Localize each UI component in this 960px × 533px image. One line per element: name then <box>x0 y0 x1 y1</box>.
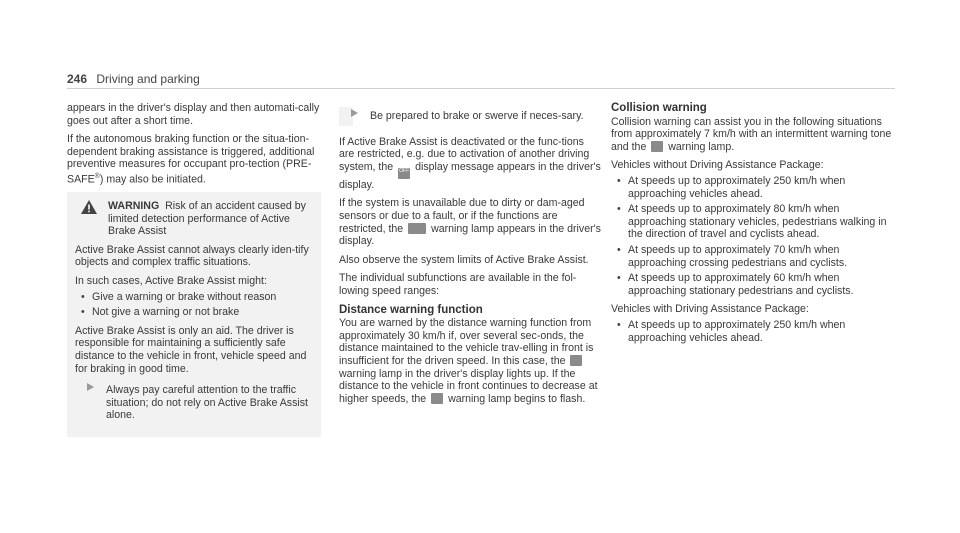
paragraph: Active Brake Assist is only an aid. The driver is responsible for maintaining a sufficiently safe distance to the vehicle in front, vehicle speed and for braking in good time. <box>75 324 307 375</box>
header-rule <box>67 88 895 89</box>
text-run: warning lamp. <box>668 140 735 153</box>
hint-box <box>339 107 601 126</box>
arrow-icon <box>351 109 358 117</box>
text-run: warning lamp in the driver's display lights up. If the distance to the vehicle in front continues to decrease at higher speeds, the <box>339 367 598 405</box>
column-2 <box>339 107 601 411</box>
page-number: 246 <box>67 72 88 86</box>
text-run: display message appears in the driver's display. <box>339 160 601 191</box>
list-item: • At speeds up to approximately 80 km/h when approaching stationary vehicles, pedestrians walking in the direction of travel and cyclists ahead. <box>611 203 895 241</box>
hint-text: Be prepared to brake or swerve if neces-sary. <box>370 110 584 122</box>
section-heading: Collision warning <box>611 102 707 114</box>
list-item: • Give a warning or brake without reason <box>75 291 313 304</box>
list-item: • At speeds up to approximately 250 km/h when approaching vehicles ahead. <box>611 319 895 344</box>
warning-title <box>75 200 313 238</box>
paragraph <box>339 136 601 192</box>
text-run: If Active Brake Assist is deactivated or the func-tions are restricted, e.g. due to activation of another driving system, the <box>339 135 590 173</box>
section-title: Driving and parking <box>96 72 200 86</box>
paragraph: In such cases, Active Brake Assist might: <box>75 275 267 288</box>
warning-heading: Risk of an accident caused by limited detection performance of Active Brake Assist <box>108 200 306 238</box>
paragraph: appears in the driver's display and then automati-cally goes out after a short time. <box>67 102 320 127</box>
paragraph: The individual subfunctions are available in the fol-lowing speed ranges: <box>339 272 577 297</box>
paragraph <box>339 197 601 247</box>
registered-mark: ® <box>94 172 100 180</box>
text-run: If the system is unavailable due to dirty or dam-aged sensors or due to a fault, or if the functions are restricted, the <box>339 197 585 235</box>
brake-assist-fault-icon <box>408 223 426 234</box>
list-item: • At speeds up to approximately 60 km/h when approaching stationary pedestrians and cyclists. <box>611 272 895 297</box>
column-1 <box>67 102 321 437</box>
subsection-title: Distance warning function <box>339 303 483 316</box>
bullet-list <box>611 319 895 344</box>
paragraph <box>611 116 895 154</box>
list-item: • At speeds up to approximately 70 km/h when approaching crossing pedestrians and cyclists. <box>611 244 895 269</box>
paragraph: Vehicles without Driving Assistance Package: <box>611 159 824 172</box>
distance-warning-icon <box>651 141 663 152</box>
list-item: • At speeds up to approximately 250 km/h when approaching vehicles ahead. <box>611 175 895 200</box>
bullet-list <box>611 175 895 297</box>
arrow-icon <box>87 383 94 391</box>
text-run: If the autonomous braking function or the situa-tion-dependent braking assistance is triggered, additional preventive measures for occupant pro-tection (PRE-SAFE <box>67 133 315 186</box>
text-run: warning lamp appears in the driver's display. <box>339 222 601 248</box>
page-header <box>67 72 200 86</box>
warning-triangle-icon <box>81 200 97 214</box>
text-run: warning lamp begins to flash. <box>448 392 586 405</box>
text-run: ) may also be initiated. <box>99 173 206 186</box>
paragraph: Active Brake Assist cannot always clearly iden-tify objects and complex traffic situations. <box>75 243 309 269</box>
warning-box <box>67 192 321 437</box>
column-3 <box>611 102 895 350</box>
paragraph: Vehicles with Driving Assistance Package: <box>611 303 809 316</box>
hint-box <box>75 381 313 425</box>
list-item: • Not give a warning or not brake <box>75 306 313 319</box>
warning-label: WARNING <box>108 200 160 213</box>
paragraph <box>339 317 601 405</box>
hint-text: Always pay careful attention to the traffic situation; do not rely on Active Brake Assist alone. <box>106 384 308 422</box>
distance-warning-icon <box>431 393 443 404</box>
paragraph: Also observe the system limits of Active Brake Assist. <box>339 253 589 266</box>
distance-warning-icon <box>570 355 582 366</box>
text-run: Collision warning can assist you in the following situations from approximately 7 km/h with an intermittent warning tone and the <box>611 115 892 153</box>
paragraph <box>67 133 321 186</box>
brake-assist-off-icon: OFF <box>398 168 410 179</box>
text-run: You are warned by the distance warning function from approximately 30 km/h if, over several sec-onds, the distance maintained to the vehicle trav-elling in front is insufficient for the driven speed. In this case, the <box>339 317 594 367</box>
bullet-list <box>75 291 313 319</box>
